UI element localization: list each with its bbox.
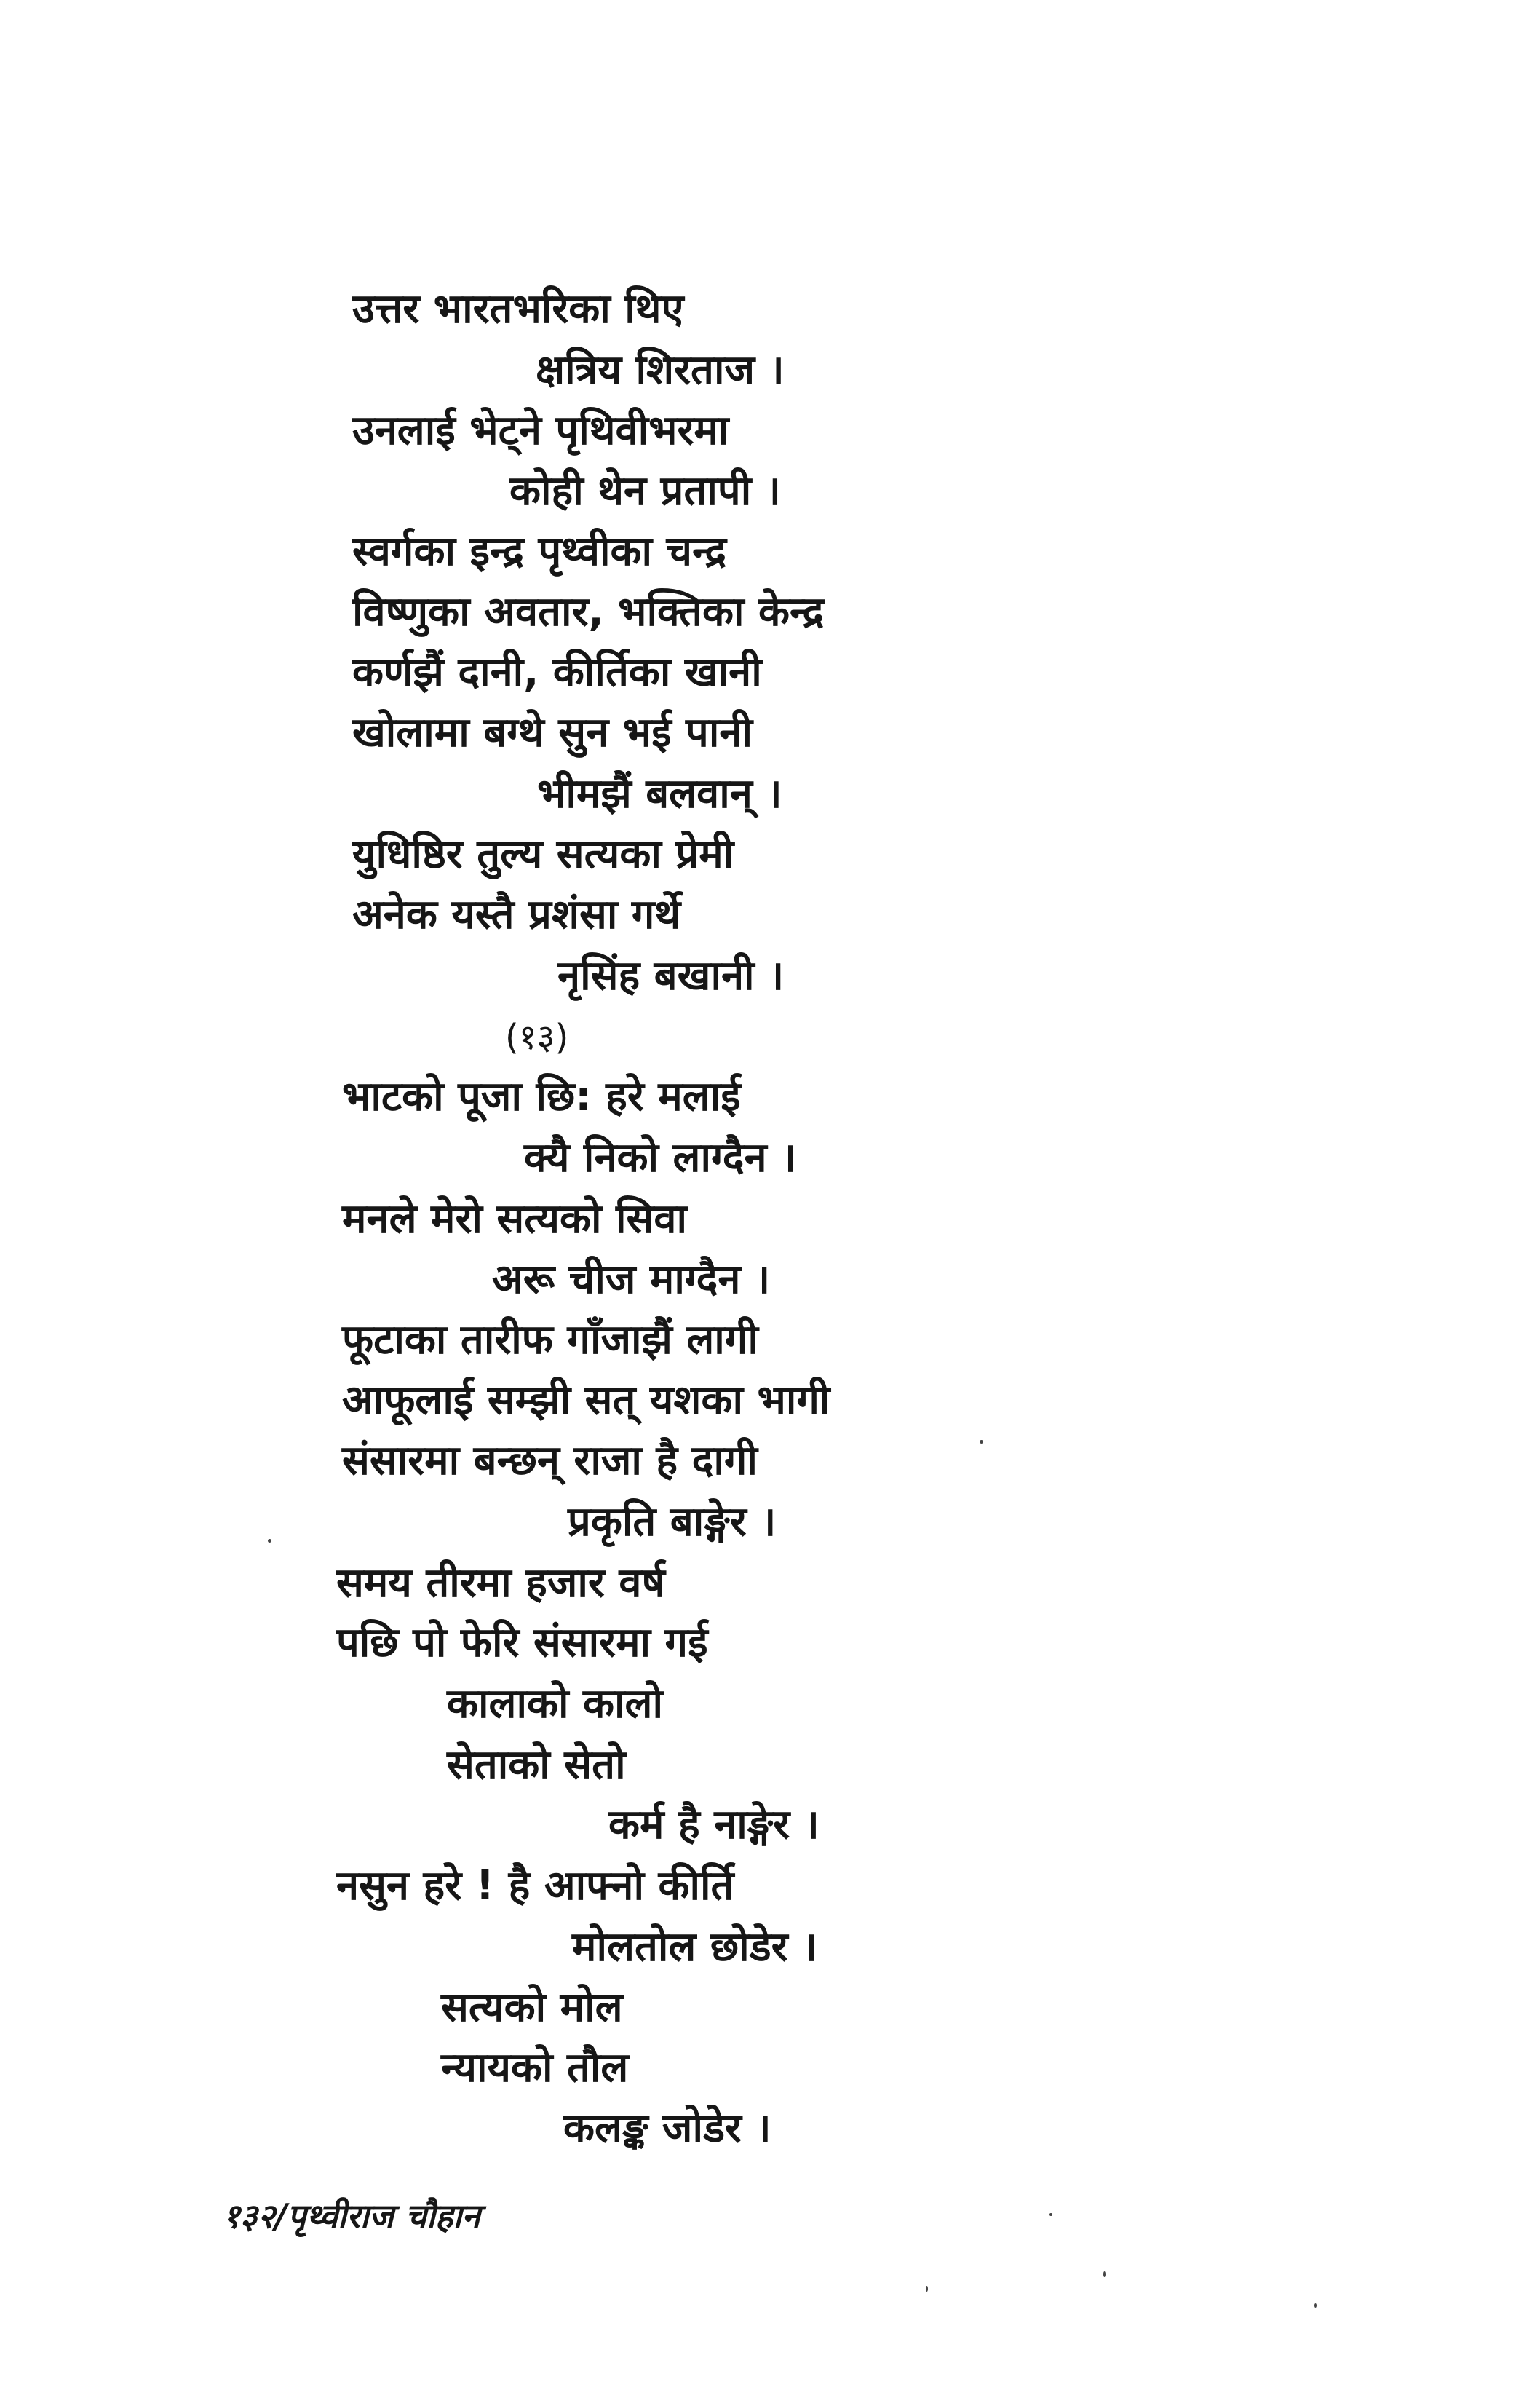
poem-line: कर्म है नाङ्गेर । (608, 1801, 819, 1848)
poem-line: भीमझैं बलवान् । (537, 770, 782, 818)
poem-line: प्रकृति बाङ्गेर । (568, 1498, 777, 1546)
page-footer: १३२/पृथ्वीराज चौहान (223, 2196, 480, 2236)
poem-line: न्यायको तौल (441, 2044, 629, 2092)
poem-line: मनले मेरो सत्यको सिवा (342, 1195, 688, 1243)
poem-line: अनेक यस्तै प्रशंसा गर्थे (352, 891, 681, 938)
poem-line: कर्णझैं दानी, कीर्तिका खानी (352, 649, 762, 696)
scan-speck (1049, 2213, 1052, 2216)
poem-line: सेताको सेतो (447, 1741, 626, 1789)
poem-line: नृसिंह बखानी । (557, 952, 785, 1000)
poem-line: मोलतोल छोडेर । (572, 1923, 818, 1971)
poem-line: कलङ्क जोडेर । (563, 2105, 771, 2152)
scan-speck (1103, 2271, 1106, 2277)
poem-line: स्वर्गका इन्द्र पृथ्वीका चन्द्र (352, 528, 727, 575)
scan-speck (980, 1440, 983, 1444)
poem-line: फूटाका तारीफ गाँजाझैं लागी (342, 1316, 758, 1364)
poem-line: संसारमा बन्छन् राजा है दागी (342, 1437, 758, 1484)
poem-line: क्षत्रिय शिरताज । (536, 347, 785, 394)
scan-speck (926, 2286, 928, 2292)
poem-line: समय तीरमा हजार वर्ष (336, 1559, 665, 1607)
poem-line: सत्यको मोल (441, 1984, 623, 2031)
poem-line: खोलामा बग्थे सुन भई पानी (352, 709, 753, 756)
poem-line: नसुन हरे ! है आफ्नो कीर्ति (336, 1862, 734, 1910)
poem-line: कोही थेन प्रतापी । (509, 467, 781, 515)
poem-line: क्यै निको लाग्दैन । (524, 1134, 797, 1182)
poem-line: कालाको कालो (447, 1680, 663, 1728)
poem-line: अरू चीज माग्दैन । (492, 1256, 771, 1303)
poem-line: भाटको पूजा छि: हरे मलाई (342, 1073, 741, 1120)
scan-speck (268, 1539, 271, 1543)
poem-line: उत्तर भारतभरिका थिए (352, 285, 684, 333)
poem-line: पछि पो फेरि संसारमा गई (336, 1619, 708, 1666)
poem-line: विष्णुका अवतार, भक्तिका केन्द्र (352, 588, 825, 636)
poem-line: युधिष्ठिर तुल्य सत्यका प्रेमी (352, 831, 734, 878)
poem-line: आफूलाई सम्झी सत् यशका भागी (342, 1377, 830, 1424)
scan-speck (1314, 2303, 1317, 2308)
poem-line: उनलाई भेट्ने पृथिवीभरमा (352, 407, 729, 454)
stanza-number: (१३) (505, 1017, 569, 1058)
